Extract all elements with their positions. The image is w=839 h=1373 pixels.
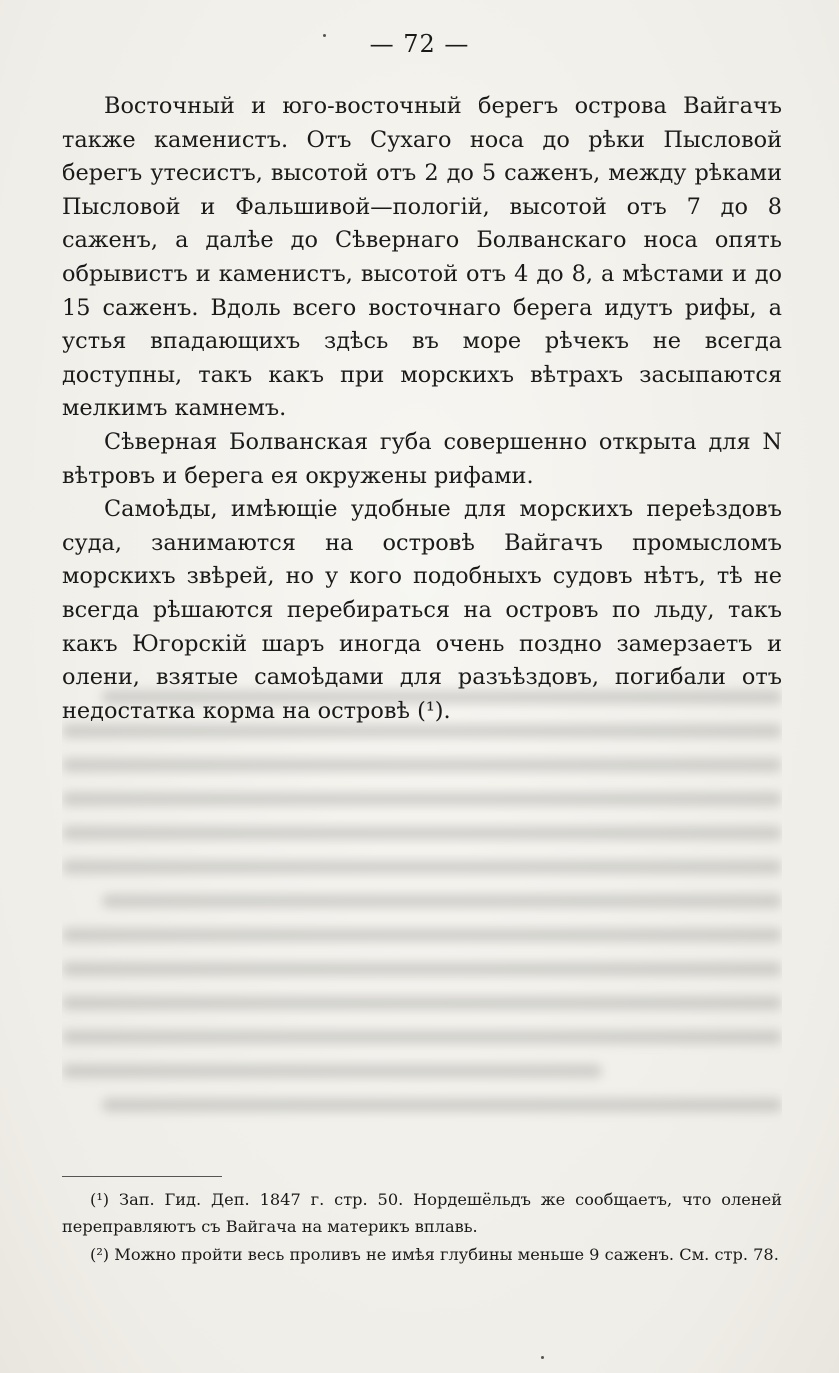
paragraph-east-coast: Восточный и юго-восточный берегъ острова Вайгачъ также каменистъ. Отъ Сухаго носа до рѣки Пысловой берегъ утесистъ, высотой отъ 2 до 5 саженъ, между рѣками Пысловой и Фальшивой—пологій, высотой отъ 7 до 8 саженъ, а далѣе до Сѣвернаго Болванскаго носа опять обрывистъ и каменистъ, высотой отъ 4 до 8, а мѣстами и до 15 саженъ. Вдоль всего восточнаго берега идутъ рифы, а устья впадающихъ здѣсь въ море рѣчекъ не всегда доступны, такъ какъ при морскихъ вѣтрахъ засыпаются мелкимъ камнемъ.: [62, 93, 782, 422]
paper-speck: [541, 1356, 544, 1359]
footnote-2: (²) Можно пройти весь проливъ не имѣя глубины меньше 9 саженъ. См. стр. 78.: [90, 1245, 779, 1264]
page-number: — 72 —: [369, 30, 470, 58]
paragraph-bolvanskaya-bay: Сѣверная Болванская губа совершенно открыта для N вѣтровъ и берега ея окружены рифами.: [62, 428, 782, 489]
footnotes: [62, 1186, 782, 1268]
blurred-text-region: [62, 672, 782, 1132]
footnote-1: (¹) Зап. Гид. Деп. 1847 г. стр. 50. Нордешёльдъ же сообщаетъ, что оленей переправляютъ съ Вайгача на материкъ вплавь.: [62, 1190, 782, 1236]
paragraph-samoyeds: Самоѣды, имѣющіе удобные для морскихъ переѣздовъ суда, занимаются на островѣ Вайгачъ промысломъ морскихъ звѣрей, но у кого подобныхъ судовъ нѣтъ, тѣ не всегда рѣшаются перебираться на островъ по льду, такъ какъ Югорскій шаръ иногда очень поздно замерзаетъ и олени, взятые самоѣдами для разъѣздовъ, погибали отъ недостатка корма на островѣ (¹).: [62, 496, 782, 724]
paper-speck: [323, 34, 326, 37]
footnote-divider: [62, 1176, 222, 1177]
body-text: [62, 90, 782, 728]
